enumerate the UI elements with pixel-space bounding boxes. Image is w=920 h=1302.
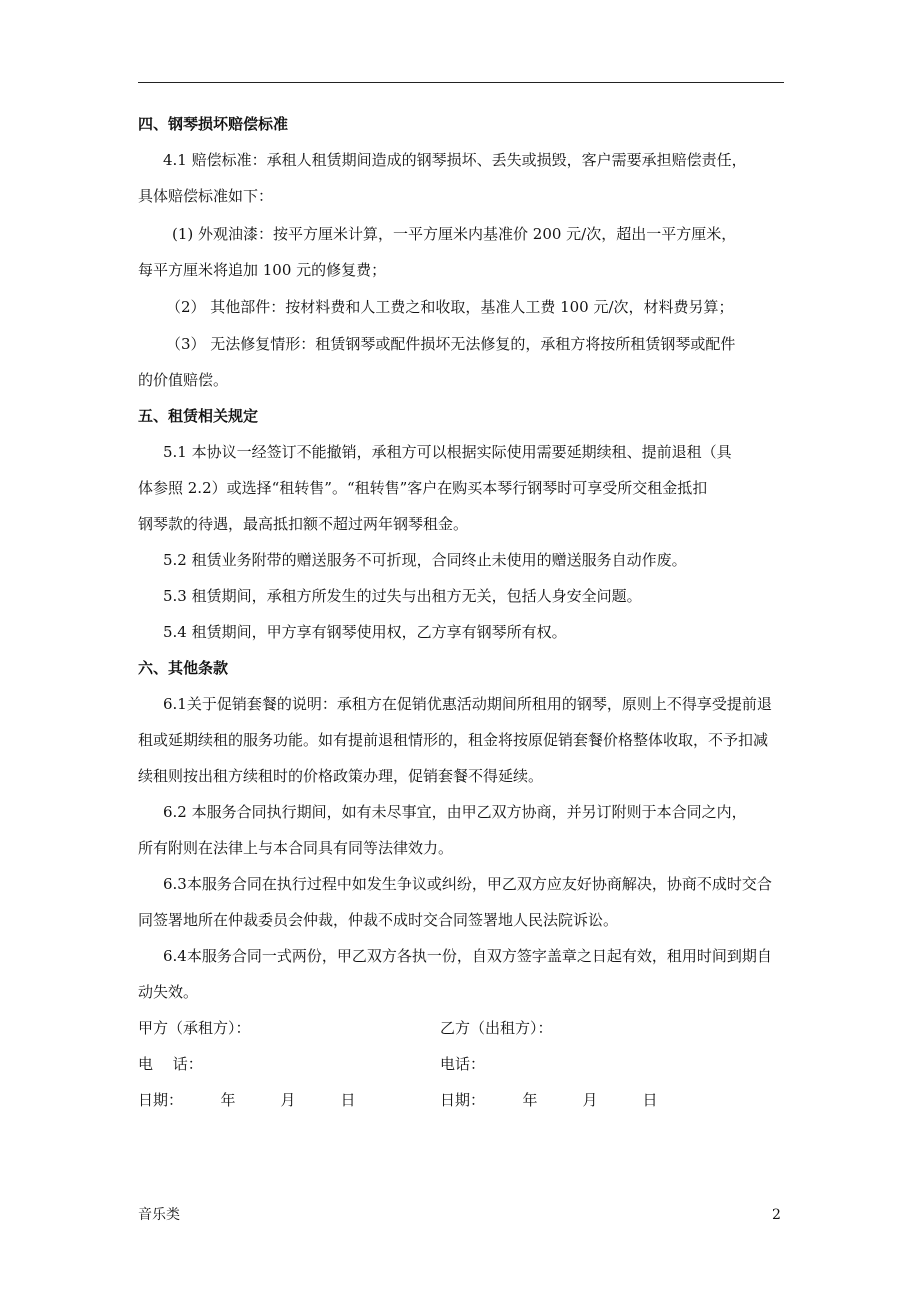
clause-6-1-line-3: 续租则按出租方续租时的价格政策办理，促销套餐不得延续。	[138, 767, 544, 785]
clause-5-1-line-3: 钢琴款的待遇，最高抵扣额不超过两年钢琴租金。	[138, 515, 469, 533]
party-b-date-label: 日期： 年 月 日	[440, 1091, 658, 1109]
clause-6-2-line-2: 所有附则在法律上与本合同具有同等法律效力。	[138, 839, 454, 857]
clause-5-1-line-1: 5.1 本协议一经签订不能撤销，承租方可以根据实际使用需要延期续租、提前退租（具	[163, 443, 732, 461]
item-1-line-1: (1) 外观油漆：按平方厘米计算，一平方厘米内基准价 200 元/次，超出一平方厘米，	[172, 225, 737, 243]
party-a-phone-label: 电 话：	[138, 1055, 203, 1073]
clause-6-4-line-2: 动失效。	[138, 983, 199, 1001]
header-rule	[138, 82, 784, 83]
item-1-line-2: 每平方厘米将追加 100 元的修复费；	[138, 261, 387, 279]
clause-6-1-line-1: 6.1关于促销套餐的说明：承租方在促销优惠活动期间所租用的钢琴，原则上不得享受提前退	[163, 695, 772, 713]
footer-page-number: 2	[772, 1207, 781, 1223]
signature-date-row	[138, 1090, 838, 1110]
clause-6-1-line-2: 租或延期续租的服务功能。如有提前退租情形的，租金将按原促销套餐价格整体收取，不予扣减	[138, 731, 769, 749]
signature-phone-row	[138, 1054, 838, 1074]
clause-5-4: 5.4 租赁期间，甲方享有钢琴使用权，乙方享有钢琴所有权。	[163, 623, 567, 641]
item-2: （2） 其他部件：按材料费和人工费之和收取，基准人工费 100 元/次，材料费另算；	[166, 298, 734, 316]
signature-party-row	[138, 1018, 838, 1038]
party-a-label: 甲方（承租方）：	[138, 1019, 251, 1037]
footer-category: 音乐类	[138, 1207, 180, 1223]
party-b-phone-label: 电话：	[440, 1055, 486, 1073]
clause-6-4-line-1: 6.4本服务合同一式两份，甲乙双方各执一份，自双方签字盖章之日起有效，租用时间到期自	[163, 947, 772, 965]
clause-6-3-line-2: 同签署地所在仲裁委员会仲裁，仲裁不成时交合同签署地人民法院诉讼。	[138, 911, 619, 929]
item-3-line-2: 的价值赔偿。	[138, 371, 229, 389]
clause-6-3-line-1: 6.3本服务合同在执行过程中如发生争议或纠纷，甲乙双方应友好协商解决，协商不成时交合	[163, 875, 772, 893]
clause-5-1-line-2: 体参照 2.2）或选择“租转售”。“租转售”客户在购买本琴行钢琴时可享受所交租金抵扣	[138, 479, 708, 497]
document-body	[138, 114, 838, 1110]
clause-5-3: 5.3 租赁期间，承租方所发生的过失与出租方无关，包括人身安全问题。	[163, 587, 642, 605]
clause-5-2: 5.2 租赁业务附带的赠送服务不可折现，合同终止未使用的赠送服务自动作废。	[163, 551, 687, 569]
section-5-heading: 五、租赁相关规定	[138, 407, 259, 425]
party-a-date-label: 日期： 年 月 日	[138, 1091, 356, 1109]
party-b-label: 乙方（出租方）：	[440, 1019, 553, 1037]
section-4-heading: 四、钢琴损坏赔偿标准	[138, 115, 289, 133]
clause-4-1-line-2: 具体赔偿标准如下：	[138, 187, 274, 205]
item-3-line-1: （3） 无法修复情形：租赁钢琴或配件损坏无法修复的，承租方将按所租赁钢琴或配件	[166, 335, 736, 353]
clause-6-2-line-1: 6.2 本服务合同执行期间，如有未尽事宜，由甲乙双方协商，并另订附则于本合同之内，	[163, 803, 747, 821]
clause-4-1-line-1: 4.1 赔偿标准：承租人租赁期间造成的钢琴损坏、丢失或损毁，客户需要承担赔偿责任，	[163, 151, 747, 169]
section-6-heading: 六、其他条款	[138, 659, 229, 677]
